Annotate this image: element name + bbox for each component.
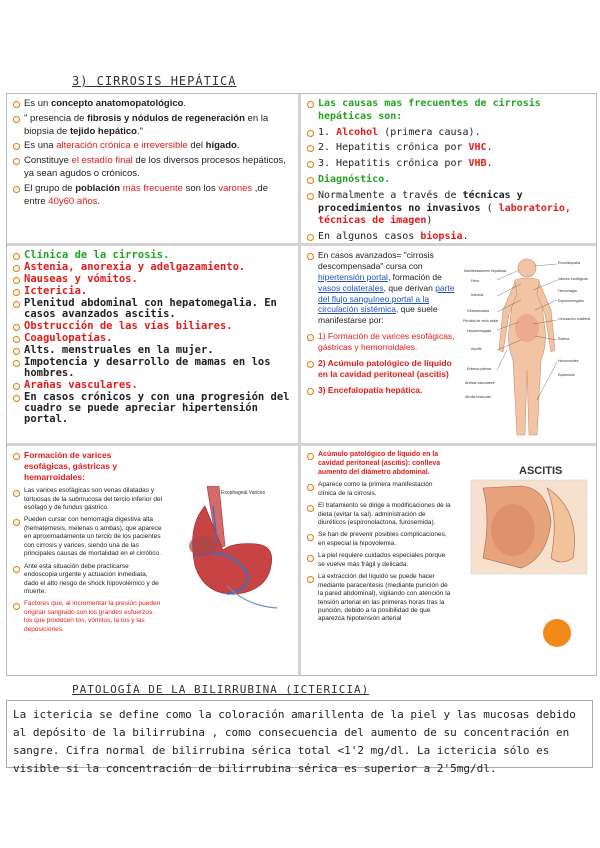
ascites-item: Aparece como la primera manifestación clínica de la cirrosis. [307,481,452,498]
figure-label: Edema [558,337,570,341]
cell-varices [7,446,301,675]
figure-label: Ictericia [471,293,484,297]
cell-causes [301,94,596,246]
figure-label: Ascitis [471,347,482,351]
varices-item: Las varices esofágicas son venas dilatadas y tortuosas de la submucosa del tercio inferior del esófago y de fundus gástrico. [13,487,163,512]
clinical-item: Astenia, anorexia y adelgazamiento. [13,262,292,273]
ascites-item: Se han de prevenir posibles complicaciones, en especial la hipovolemia. [307,531,452,548]
clinical-item: Impotencia y desarrollo de mamas en los hombres. [13,357,292,379]
clinical-item: Nauseas y vómitos. [13,274,292,285]
portal-item: 2) Acúmulo patológico de líquido en la cavidad peritoneal (ascitis) [307,358,457,380]
figure-label: Hepatomegalia [467,329,492,333]
cirrosis-body-figure [463,250,591,442]
figure-label: Circulación colateral [558,317,591,321]
figure-label: Manifestaciones hepáticas [464,269,507,273]
diagnosis-item: Normalmente a través de técnicas y procedimientos no invasivos ( laboratorio, técnicas de imagen) [307,190,590,228]
concept-item: Es una alteración crónica e irreversible del hígado. [13,140,292,153]
ascites-item: La extracción del líquido se puede hacer mediante paracentesis (mediante punción de la pared abdominal), vigilando con atención la tensión arterial en las primeras horas tras la punción, debido a la posibilidad de que aparezca hipotensión arterial [307,573,452,624]
notes-grid [6,93,597,676]
portal-item: 3) Encefalopatía hepática. [307,385,457,396]
concept-item: Constituye el estadío final de los diversos procesos hepáticos, ya sean agudos o crónicos. [13,155,292,181]
ascites-item: El tratamiento se dirige a modificaciones de la dieta (evitar la sal), administración de diuréticos (espironolactona, furosemida). [307,502,452,527]
cause-item: 3. Hepatitis crónica por VHB. [307,158,590,171]
esophageal-varices-figure [167,486,295,626]
figure-label: Atrofia testicular [465,395,491,399]
bilirrubina-title: PATOLOGÍA DE LA BILIRRUBINA (ICTERICIA) [72,683,370,696]
figure-label: Eritema palmar [467,367,492,371]
clinical-item: Arañas vasculares. [13,380,292,391]
diagnosis-heading: Diagnóstico. [307,174,590,187]
figure-label: Arañas vasculares [465,381,495,385]
clinical-heading: Clínica de la cirrosis. [13,250,292,261]
figure-label: Esophageal Varices [221,490,266,496]
ascites-heading: Acúmulo patológico de líquido en la cavidad peritoneal (ascitis): conlleva aumento del diámetro abdominal. [307,450,452,477]
section-title: 3) CIRROSIS HEPÁTICA [72,74,237,88]
clinical-item: Ictericia. [13,286,292,297]
varices-heading: Formación de varices esofágicas, gástricas y hemarroidales: [13,450,138,483]
varices-item: Ante esta situación debe practicarse endoscopia urgente y actuación inmediata, dado el alto riesgo de shock hipovolémico y de muerte. [13,563,163,597]
figure-label: Esplenomegalia [558,299,584,303]
clinical-item: Plenitud abdominal con hepatomegalia. En casos avanzados ascitis. [13,298,292,320]
cell-ascites [301,446,596,675]
portal-item: En casos avanzados= "cirrosis descompensada" cursa con hipertensión portal, formación de vasos colaterales, que derivan parte del flujo sanguíneo portal a la circulación sistémica, que suele manifestarse por: [307,250,457,326]
varices-item: Factores que, al incrementar la presión pueden originar sangrado son los grandes esfuerzos, los que producen tos, vómitos, la tos y las deposiciones. [13,600,163,634]
clinical-item: Alts. menstruales en la mujer. [13,345,292,356]
concept-item: El grupo de población más frecuente son los varones ,de entre 40y60 años. [13,183,292,209]
clinical-item: Obstrucción de las vías biliares. [13,321,292,332]
figure-label: Pérdida de vello axilar [463,319,499,323]
varices-item: Pueden cursar con hemorragia digestiva alta (hematemesis, melenas o ambas), que aparece en aproximadamente un tercio de los pacientes con cirrosis y varices, siendo una de las principales causas de mortalidad en el cirrótico. [13,516,163,558]
concept-item: Es un concepto anatomopatológico. [13,98,292,111]
figure-label: Hemorragia [558,289,577,293]
bilirrubina-definition: La ictericia se define como la coloración amarillenta de la piel y las mucosas debido al depósito de la bilirrubina , como consecuencia del aumento de su concentración en sangre. Cifra normal de bilirrubina sérica total <1'2 mg/dl. La ictericia sólo es visible si la concentración de bilirrubina sérica es superior a 2'5mg/dl. [6,700,593,768]
ascites-figure [461,458,591,673]
causes-heading: Las causas mas frecuentes de cirrosis hepáticas son: [307,98,590,124]
figure-label: Encefalopatía [558,261,580,265]
figure-label: Fetor [471,279,480,283]
cell-clinical [7,246,301,446]
portal-item: 1) Formación de varices esofágicas, gástricas y hemorroidales. [307,331,457,353]
cause-item: 2. Hepatitis crónica por VHC. [307,142,590,155]
clinical-item: Coagulopatías. [13,333,292,344]
ascites-item: La piel requiere cuidados especiales porque se vuelve más frágil y delicada. [307,552,452,569]
cause-item: 1. Alcohol (primera causa). [307,127,590,140]
clinical-item: En casos crónicos y con una progresión del cuadro se puede apreciar hipertensión portal. [13,392,292,425]
concept-item: " presencia de fibrosis y nódulos de regeneración en la biopsia de tejido hepático." [13,113,292,139]
figure-label: Equimosis [558,373,575,377]
figure-label: Hemorroides [558,359,579,363]
figure-label: Ginecomastia [467,309,489,313]
diagnosis-item: En algunos casos biopsia. [307,231,590,244]
figure-label: Varices esofágicas [558,277,588,281]
cell-portal-hypertension [301,246,596,446]
cell-concept [7,94,301,246]
figure-label: ASCITIS [519,465,563,477]
